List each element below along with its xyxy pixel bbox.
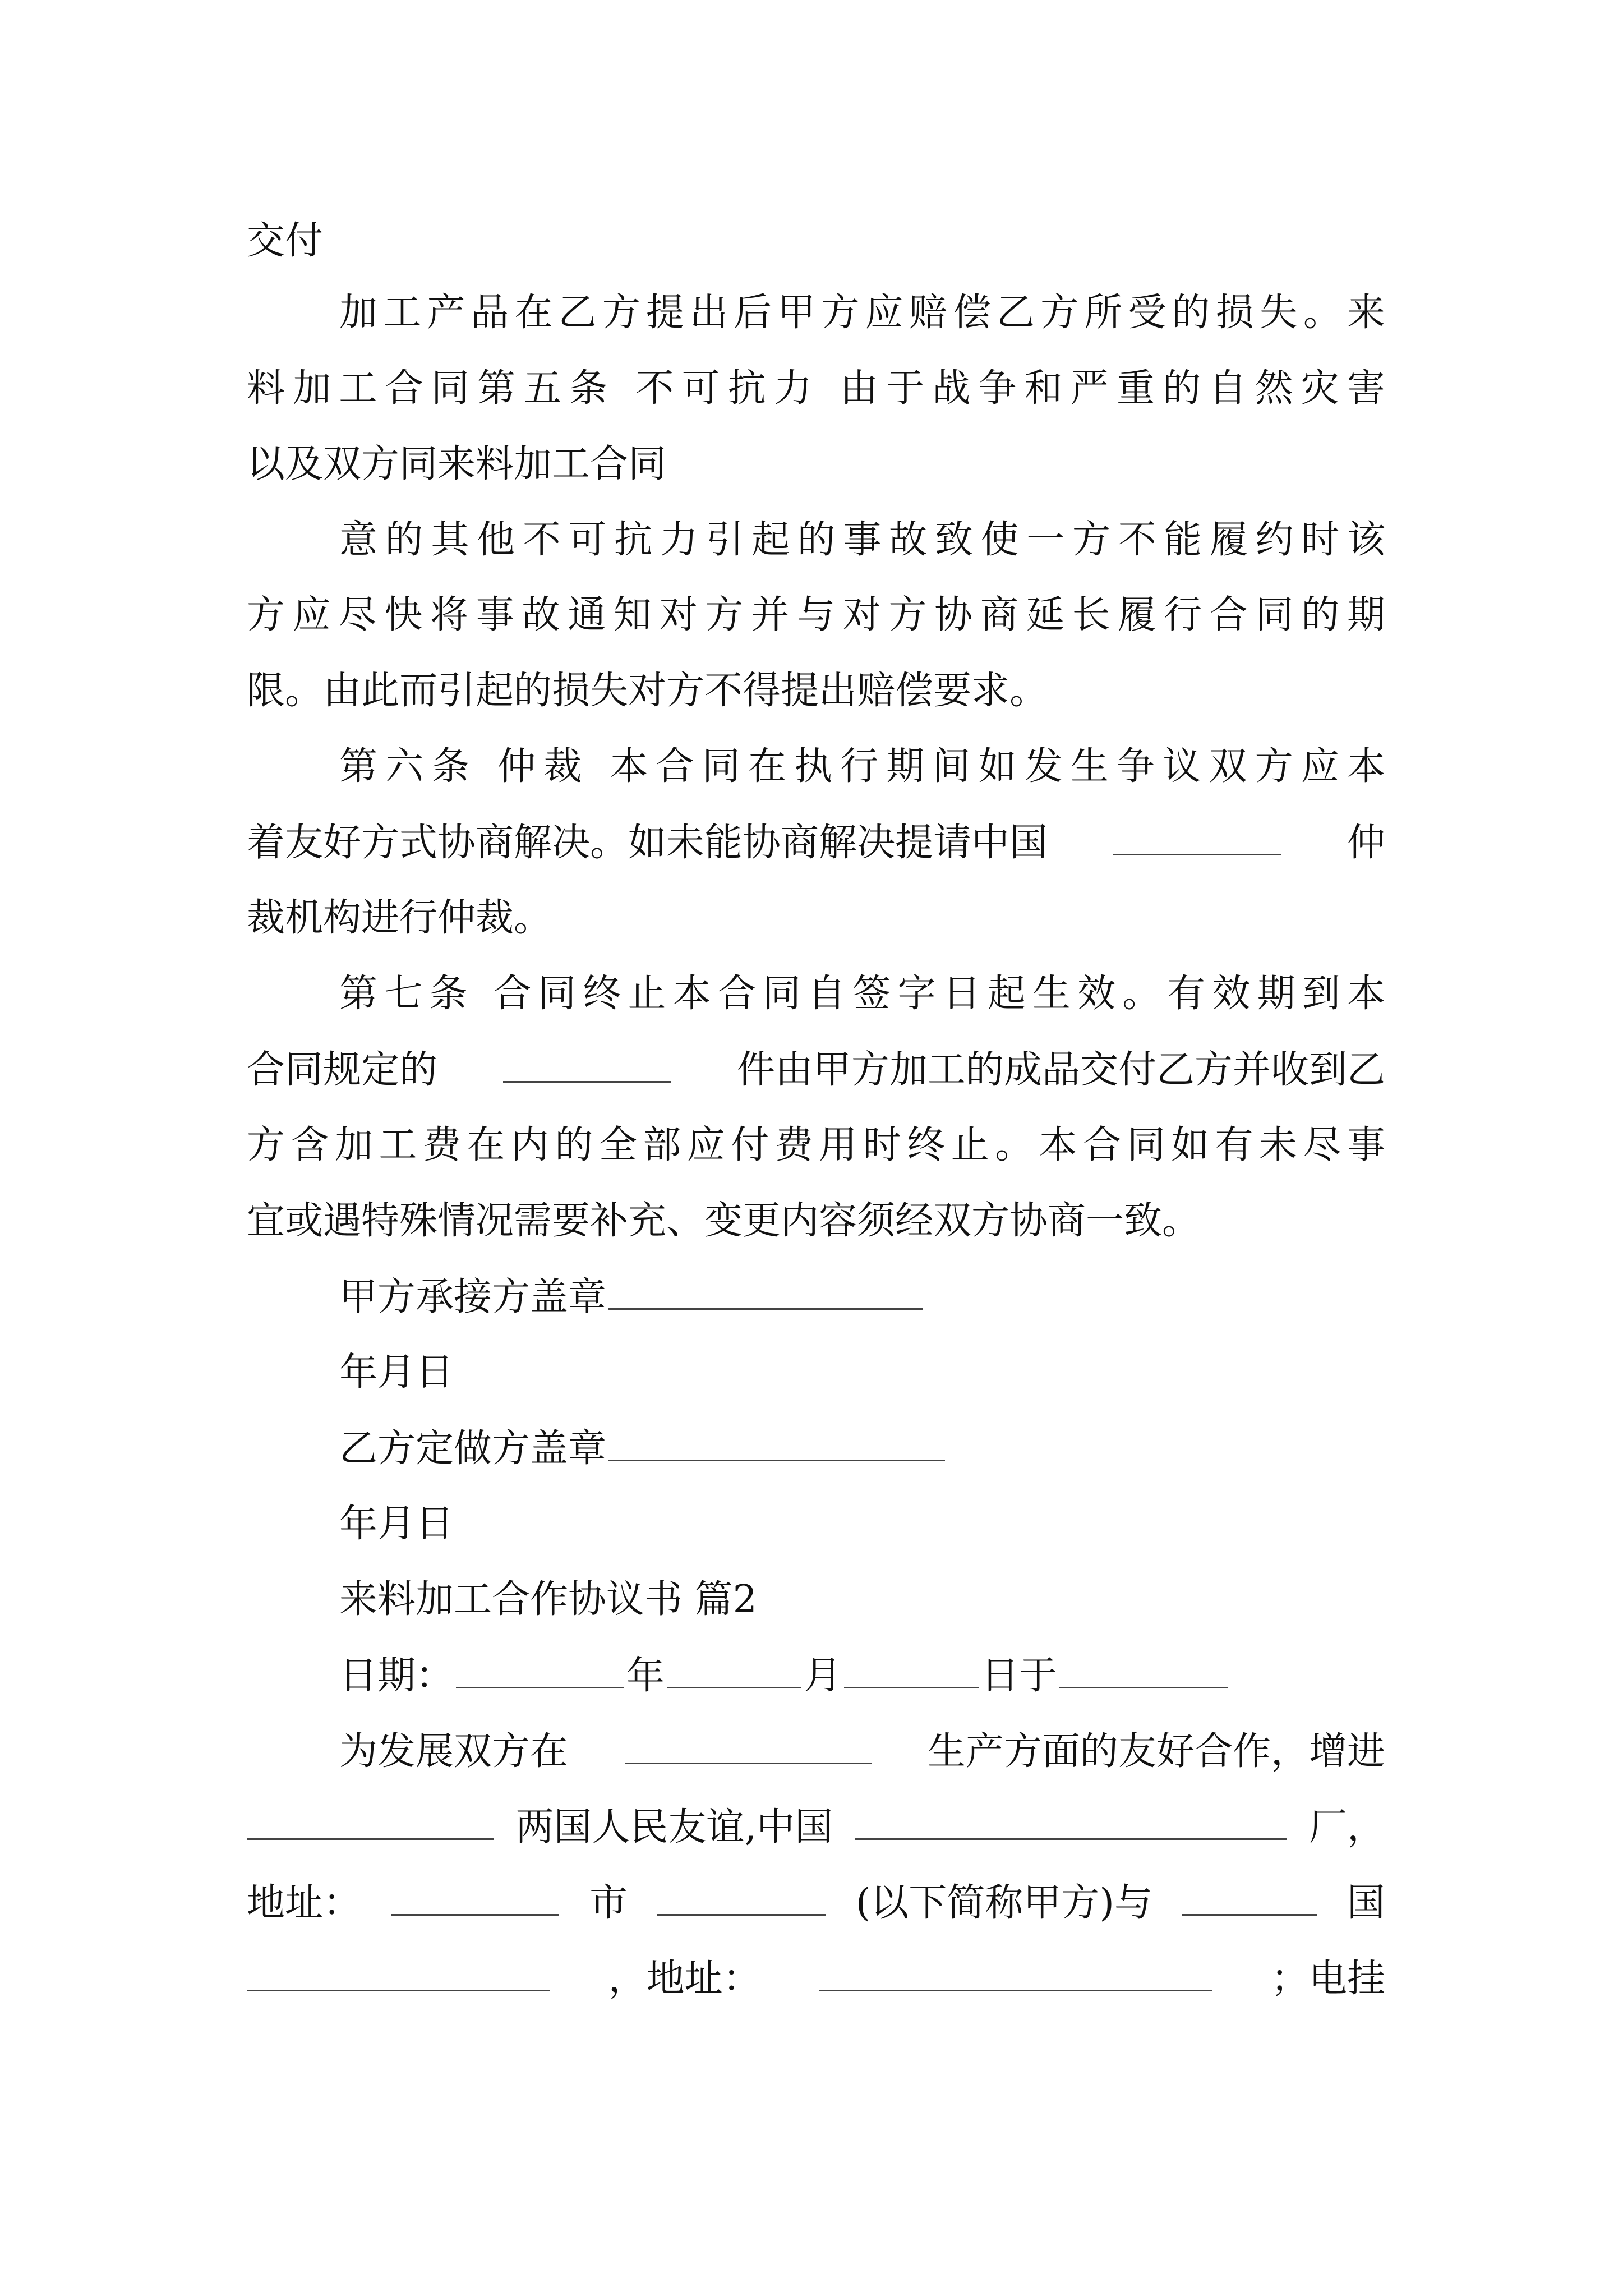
text-segment: ，地址： <box>608 1957 761 2001</box>
text-segment: (以下简称甲方)与 <box>855 1881 1152 1925</box>
fill-in-blank <box>855 1799 1287 1840</box>
text-segment: 两国人民友谊,中国 <box>515 1805 833 1849</box>
text-segment: 日期： <box>339 1654 454 1698</box>
text-segment: 加工产品在乙方提出后甲方应赔偿乙方所受的损失。来 <box>339 291 1385 335</box>
paragraph-line <box>247 361 1385 417</box>
text-segment: 仲 <box>1347 821 1385 865</box>
text-segment: 第六条 仲裁 本合同在执行期间如发生争议双方应本 <box>339 744 1385 789</box>
text-segment: 年月日 <box>339 1350 454 1395</box>
text-segment: 意的其他不可抗力引起的事故致使一方不能履约时该 <box>339 518 1385 562</box>
fill-in-blank <box>247 1950 550 1991</box>
text-segment: 为发展双方在 <box>339 1729 569 1774</box>
paragraph-line <box>247 436 1385 493</box>
fill-in-blank <box>247 1799 494 1840</box>
paragraph-line <box>247 1193 1385 1249</box>
text-segment: 日于 <box>981 1654 1058 1698</box>
fill-in-blank <box>391 1875 559 1916</box>
paragraph-line <box>339 285 1385 341</box>
text-segment: 限。由此而引起的损失对方不得提出赔偿要求。 <box>247 669 1048 713</box>
text-segment: 甲方承接方盖章 <box>339 1275 607 1319</box>
fill-in-blank <box>625 1723 872 1764</box>
text-segment: 年月日 <box>339 1502 454 1546</box>
fill-in-blank <box>1113 815 1281 855</box>
text-segment: 方含加工费在内的全部应付费用时终止。本合同如有未尽事 <box>247 1123 1385 1167</box>
text-segment: 以及双方同来料加工合同 <box>247 442 667 486</box>
paragraph-line <box>247 890 1385 946</box>
date-fill-line <box>339 1648 1385 1704</box>
paragraph-line <box>247 1799 1385 1855</box>
text-segment: ；电挂 <box>1270 1957 1385 2001</box>
signature-line <box>339 1420 1385 1476</box>
text-segment: 来料加工合作协议书 篇2 <box>339 1577 757 1622</box>
text-segment: 乙方定做方盖章 <box>339 1427 607 1471</box>
signature-line <box>339 1269 1385 1325</box>
text-segment: 合同规定的 <box>247 1048 438 1092</box>
text-segment: 市 <box>589 1881 628 1925</box>
signature-blank <box>608 1420 945 1461</box>
text-segment: 宜或遇特殊情况需要补充、变更内容须经双方协商一致。 <box>247 1199 1201 1243</box>
text-segment: 方应尽快将事故通知对方并与对方协商延长履行合同的期 <box>247 593 1385 637</box>
text-segment: 件由甲方加工的成品交付乙方并收到乙 <box>736 1048 1385 1092</box>
paragraph-line <box>339 966 1385 1022</box>
signature-blank <box>608 1269 923 1310</box>
paragraph-line <box>247 1042 1385 1098</box>
fill-in-blank <box>1059 1648 1228 1688</box>
text-segment: 月 <box>804 1654 842 1698</box>
paragraph-line <box>339 739 1385 795</box>
paragraph-line <box>247 1117 1385 1174</box>
paragraph-line <box>247 587 1385 643</box>
fill-in-blank <box>503 1042 671 1083</box>
text-line <box>247 213 1385 269</box>
text-segment: 料加工合同第五条 不可抗力 由于战争和严重的自然灾害 <box>247 366 1385 411</box>
fill-in-blank <box>1182 1875 1317 1916</box>
fill-in-blank <box>819 1950 1212 1991</box>
fill-in-blank <box>667 1648 801 1688</box>
text-segment: 厂， <box>1308 1805 1385 1849</box>
paragraph-line <box>247 1950 1385 2007</box>
paragraph-line <box>247 815 1385 871</box>
fill-in-blank <box>456 1648 624 1688</box>
text-segment: 地址： <box>247 1881 362 1925</box>
paragraph-line <box>339 1723 1385 1779</box>
text-segment: 第七条 合同终止本合同自签字日起生效。有效期到本 <box>339 972 1385 1016</box>
paragraph-line <box>247 1875 1385 1931</box>
date-line <box>339 1345 1385 1401</box>
paragraph-line <box>247 663 1385 719</box>
date-line <box>339 1496 1385 1552</box>
fill-in-blank <box>657 1875 826 1916</box>
paragraph-line <box>339 512 1385 568</box>
text-segment: 交付 <box>247 219 324 263</box>
text-segment: 着友好方式协商解决。如未能协商解决提请中国 <box>247 821 1048 865</box>
text-segment: 裁机构进行仲裁。 <box>247 896 552 940</box>
section-heading <box>339 1572 1385 1628</box>
text-segment: 国 <box>1347 1881 1385 1925</box>
text-segment: 生产方面的友好合作，增进 <box>927 1729 1385 1774</box>
text-segment: 年 <box>626 1654 665 1698</box>
fill-in-blank <box>844 1648 979 1688</box>
